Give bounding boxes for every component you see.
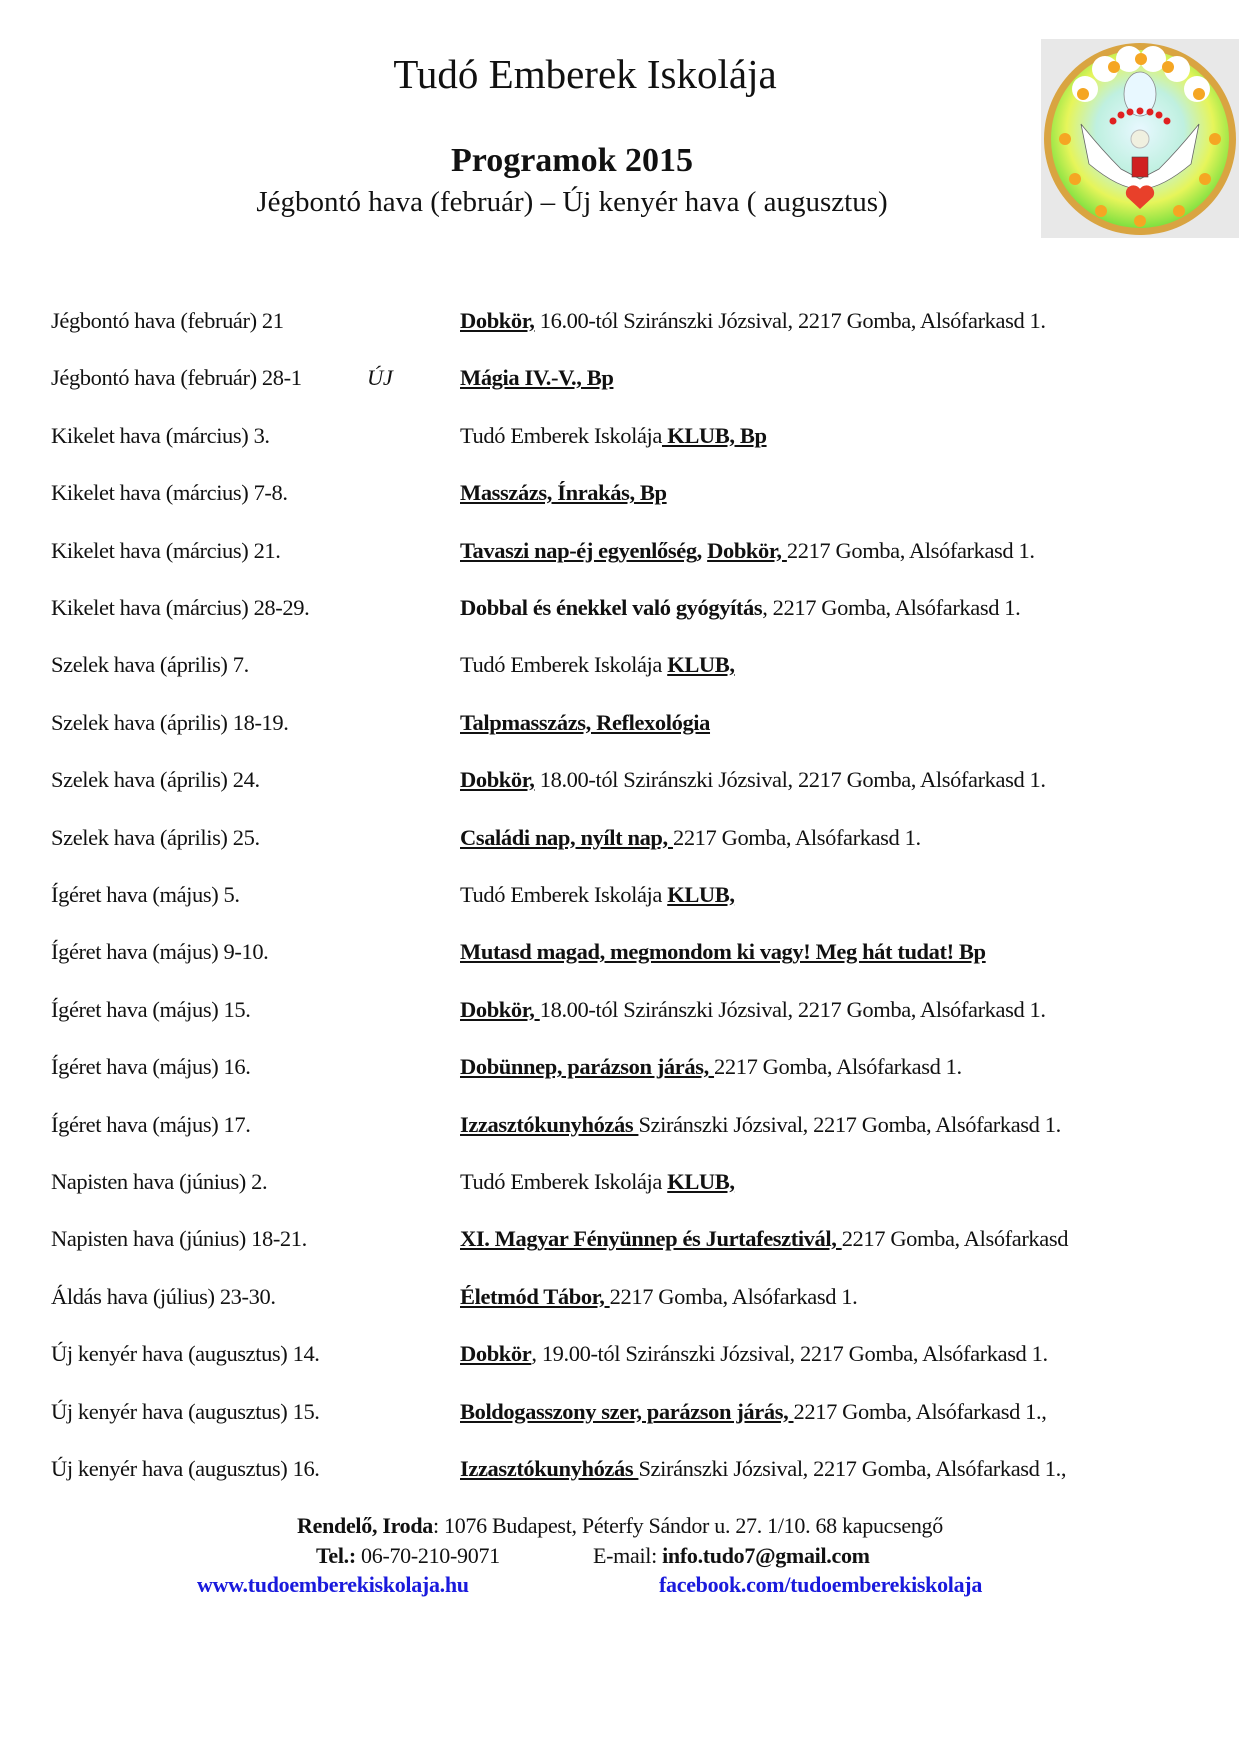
event-row bbox=[0, 480, 1240, 510]
event-detail: 2217 Gomba, Alsófarkasd 1. bbox=[672, 824, 921, 850]
event-title-link[interactable]: Masszázs, Ínrakás, Bp bbox=[460, 480, 667, 506]
event-description bbox=[460, 538, 1035, 564]
event-detail: Tudó Emberek Iskolája bbox=[460, 422, 662, 448]
event-row bbox=[0, 710, 1240, 740]
event-date: Ígéret hava (május) 5. bbox=[51, 882, 240, 907]
event-date: Új kenyér hava (augusztus) 15. bbox=[51, 1398, 320, 1424]
event-title-link[interactable]: KLUB, Bp bbox=[662, 422, 767, 448]
event-date: Szelek hava (április) 25. bbox=[51, 824, 260, 850]
event-description bbox=[460, 1341, 1048, 1367]
event-description bbox=[460, 595, 1020, 621]
website-link[interactable]: www.tudoemberekiskolaja.hu bbox=[197, 1572, 469, 1597]
event-date: Áldás hava (július) 23-30. bbox=[51, 1283, 276, 1309]
event-row bbox=[0, 1169, 1240, 1199]
event-detail: Sziránszki Józsival, 2217 Gomba, Alsófarkasd 1., bbox=[638, 1456, 1067, 1481]
event-description bbox=[460, 1456, 1066, 1482]
event-title-link[interactable]: Izzasztókunyhózás bbox=[460, 1456, 639, 1481]
tel-value: 06-70-210-9071 bbox=[355, 1543, 500, 1568]
event-description bbox=[460, 1169, 735, 1195]
event-detail: Tudó Emberek Iskolája bbox=[460, 1169, 668, 1194]
office-address: : 1076 Budapest, Péterfy Sándor u. 27. 1/10. 68 kapucsengő bbox=[433, 1513, 943, 1538]
event-detail: 2217 Gomba, Alsófarkasd 1. bbox=[714, 1054, 962, 1080]
event-title-link[interactable]: Dobkör, bbox=[460, 996, 540, 1022]
event-date: Új kenyér hava (augusztus) 16. bbox=[51, 1456, 320, 1481]
event-description bbox=[460, 423, 767, 449]
event-date: Szelek hava (április) 24. bbox=[51, 767, 260, 793]
event-title-link[interactable]: Dobkör, bbox=[460, 308, 535, 333]
event-date: Kikelet hava (március) 21. bbox=[51, 537, 281, 563]
email-link[interactable]: info.tudo7@gmail.com bbox=[662, 1543, 870, 1568]
event-row bbox=[0, 1284, 1240, 1314]
event-description bbox=[460, 480, 667, 506]
event-row bbox=[0, 423, 1240, 453]
event-row bbox=[0, 882, 1240, 912]
event-detail: Tudó Emberek Iskolája bbox=[460, 882, 668, 907]
event-row bbox=[0, 365, 1240, 395]
event-row bbox=[0, 1226, 1240, 1256]
office-address-line bbox=[0, 1513, 1240, 1539]
event-detail: Tudó Emberek Iskolája bbox=[460, 652, 668, 678]
event-date: Kikelet hava (március) 3. bbox=[51, 422, 270, 448]
event-date: Kikelet hava (március) 28-29. bbox=[51, 595, 310, 620]
program-period: Jégbontó hava (február) – Új kenyér hava ( augusztus) bbox=[256, 186, 888, 218]
event-date: Napisten hava (június) 18-21. bbox=[51, 1226, 307, 1252]
event-detail: 2217 Gomba, Alsófarkasd 1. bbox=[609, 1283, 858, 1309]
school-name-title: Tudó Emberek Iskolája bbox=[393, 51, 777, 97]
event-date: Ígéret hava (május) 16. bbox=[51, 1054, 251, 1080]
facebook-link[interactable]: facebook.com/tudoemberekiskolaja bbox=[659, 1572, 983, 1597]
event-detail: Sziránszki Józsival, 2217 Gomba, Alsófarkasd 1. bbox=[638, 1111, 1061, 1137]
event-date: Ígéret hava (május) 17. bbox=[51, 1111, 251, 1137]
event-description bbox=[460, 1112, 1061, 1138]
event-detail: 16.00-tól Sziránszki Józsival, 2217 Gomba, Alsófarkasd 1. bbox=[534, 308, 1046, 333]
event-description bbox=[460, 710, 710, 736]
event-row bbox=[0, 308, 1240, 338]
event-date: Szelek hava (április) 7. bbox=[51, 652, 249, 678]
event-date: Új kenyér hava (augusztus) 14. bbox=[51, 1341, 320, 1367]
event-row bbox=[0, 1456, 1240, 1486]
event-title: , bbox=[696, 537, 708, 563]
event-row bbox=[0, 538, 1240, 568]
event-row bbox=[0, 767, 1240, 797]
event-description bbox=[460, 1226, 1068, 1252]
event-title-link[interactable]: Dobkör, bbox=[707, 537, 787, 563]
event-description bbox=[460, 1284, 857, 1310]
event-date: Jégbontó hava (február) 28-1 bbox=[51, 365, 302, 391]
event-description bbox=[460, 939, 986, 965]
event-date: Szelek hava (április) 18-19. bbox=[51, 709, 289, 735]
event-row bbox=[0, 997, 1240, 1027]
event-description bbox=[460, 365, 613, 391]
event-row bbox=[0, 1399, 1240, 1429]
event-detail: , 2217 Gomba, Alsófarkasd 1. bbox=[762, 595, 1021, 620]
event-detail: 18.00-tól Sziránszki Józsival, 2217 Gomba, Alsófarkasd 1. bbox=[539, 996, 1046, 1022]
event-date: Napisten hava (június) 2. bbox=[51, 1169, 268, 1194]
event-detail: , 19.00-tól Sziránszki Józsival, 2217 Gomba, Alsófarkasd 1. bbox=[531, 1341, 1048, 1367]
event-detail: 2217 Gomba, Alsófarkasd bbox=[841, 1226, 1069, 1252]
event-description bbox=[460, 882, 735, 908]
event-row bbox=[0, 1054, 1240, 1084]
event-detail: 2217 Gomba, Alsófarkasd 1., bbox=[793, 1398, 1047, 1424]
event-description bbox=[460, 997, 1046, 1023]
event-title-link[interactable]: Dobkör bbox=[460, 1341, 532, 1367]
event-title-link[interactable]: KLUB, bbox=[667, 652, 735, 678]
event-row bbox=[0, 595, 1240, 625]
event-description bbox=[460, 652, 735, 678]
event-row bbox=[0, 1112, 1240, 1142]
event-title-link[interactable]: Családi nap, nyílt nap, bbox=[460, 824, 673, 850]
event-row bbox=[0, 825, 1240, 855]
event-title-link[interactable]: Tavaszi nap-éj egyenlőség bbox=[460, 537, 697, 563]
event-description bbox=[460, 1399, 1046, 1425]
event-title-link[interactable]: Izzasztókunyhózás bbox=[460, 1111, 639, 1137]
event-title-link[interactable]: Talpmasszázs, Reflexológia bbox=[460, 709, 711, 735]
programs-heading: Programok 2015 bbox=[450, 142, 694, 179]
event-description bbox=[460, 825, 921, 851]
office-label: Rendelő, Iroda bbox=[297, 1513, 434, 1538]
event-title-link[interactable]: Boldogasszony szer, parázson járás, bbox=[460, 1398, 794, 1424]
event-description bbox=[460, 308, 1046, 334]
event-date: Kikelet hava (március) 7-8. bbox=[51, 480, 288, 506]
event-row bbox=[0, 939, 1240, 969]
event-title-link[interactable]: KLUB, bbox=[667, 1169, 735, 1194]
event-title: Dobbal és énekkel való gyógyítás bbox=[460, 595, 763, 620]
event-date: Jégbontó hava (február) 21 bbox=[51, 308, 284, 333]
event-detail: 2217 Gomba, Alsófarkasd 1. bbox=[786, 537, 1035, 563]
event-title-link[interactable]: KLUB, bbox=[667, 882, 735, 907]
event-detail: 18.00-tól Sziránszki Józsival, 2217 Gomba, Alsófarkasd 1. bbox=[534, 767, 1046, 793]
event-title-link[interactable]: Mutasd magad, megmondom ki vagy! Meg hát tudat! Bp bbox=[460, 939, 986, 965]
event-title-link[interactable]: Dobünnep, parázson járás, bbox=[460, 1054, 715, 1080]
event-row bbox=[0, 652, 1240, 682]
event-row bbox=[0, 1341, 1240, 1371]
event-description bbox=[460, 1054, 962, 1080]
event-title-link[interactable]: XI. Magyar Fényünnep és Jurtafesztivál, bbox=[460, 1226, 842, 1252]
school-logo-icon bbox=[1041, 39, 1239, 238]
event-title-link[interactable]: Mágia IV.-V., Bp bbox=[460, 365, 614, 391]
event-title-link[interactable]: Dobkör, bbox=[460, 767, 535, 793]
event-date: Ígéret hava (május) 9-10. bbox=[51, 939, 269, 965]
event-date: Ígéret hava (május) 15. bbox=[51, 996, 251, 1022]
event-description bbox=[460, 767, 1046, 793]
tel-label: Tel.: bbox=[316, 1543, 356, 1568]
event-title-link[interactable]: Életmód Tábor, bbox=[460, 1283, 610, 1309]
new-tag: ÚJ bbox=[367, 365, 393, 391]
email-label: E-mail: bbox=[593, 1543, 663, 1568]
